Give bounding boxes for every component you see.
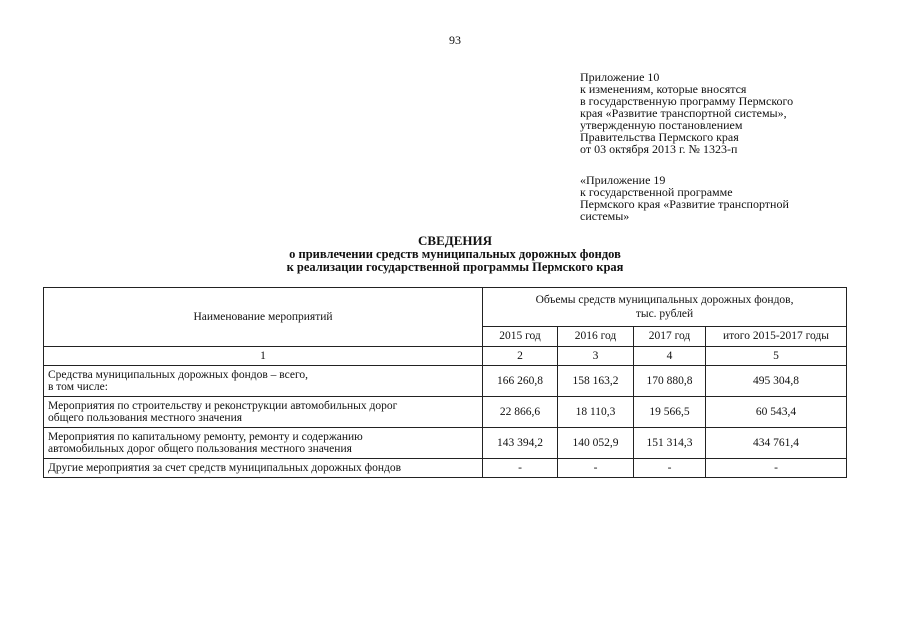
value-total: 60 543,4 — [706, 397, 847, 428]
column-number: 2 — [483, 347, 558, 366]
row-name-line: Мероприятия по строительству и реконструкции автомобильных дорог — [48, 400, 398, 412]
column-number: 3 — [558, 347, 634, 366]
col-name-header: Наименование мероприятий — [44, 288, 483, 347]
appendix-quote-block — [580, 174, 880, 222]
value-2015: 143 394,2 — [483, 428, 558, 459]
year-header: 2017 год — [634, 326, 706, 346]
value-total: - — [706, 459, 847, 478]
appendix-quote-line: «Приложение 19 — [580, 173, 666, 187]
heading-line-2: к реализации государственной программы Пермского края — [286, 260, 624, 274]
appendix-quote-line: Пермского края «Развитие транспортной — [580, 197, 789, 211]
row-name — [44, 459, 483, 478]
appendix-line: Правительства Пермского края — [580, 130, 739, 144]
table-row — [44, 459, 847, 478]
table-row — [44, 366, 847, 397]
value-2015: - — [483, 459, 558, 478]
appendix-quote-line: системы» — [580, 209, 630, 223]
column-number: 5 — [706, 347, 847, 366]
value-total: 434 761,4 — [706, 428, 847, 459]
value-2016: - — [558, 459, 634, 478]
row-name-line: Средства муниципальных дорожных фондов – всего, — [48, 369, 309, 381]
page-number: 93 — [449, 33, 461, 47]
value-2017: 19 566,5 — [634, 397, 706, 428]
col-group-header-line-1: Объемы средств муниципальных дорожных фондов, — [535, 293, 794, 306]
appendix-block — [580, 71, 880, 155]
value-2016: 140 052,9 — [558, 428, 634, 459]
value-2017: 151 314,3 — [634, 428, 706, 459]
row-name — [44, 366, 483, 397]
appendix-line: к изменениям, которые вносятся — [580, 82, 747, 96]
appendix-line: от 03 октября 2013 г. № 1323-п — [580, 142, 738, 156]
value-2017: - — [634, 459, 706, 478]
value-2017: 170 880,8 — [634, 366, 706, 397]
row-name-line: в том числе: — [48, 381, 108, 393]
column-number-row — [44, 347, 847, 366]
row-name-line: Другие мероприятия за счет средств муниципальных дорожных фондов — [48, 462, 402, 474]
row-name — [44, 428, 483, 459]
column-number: 1 — [44, 347, 483, 366]
document-heading — [150, 234, 760, 274]
value-2015: 166 260,8 — [483, 366, 558, 397]
year-header: 2016 год — [558, 326, 634, 346]
col-group-header-line-2: тыс. рублей — [635, 307, 694, 320]
appendix-line: в государственную программу Пермского — [580, 94, 794, 108]
appendix-quote-line: к государственной программе — [580, 185, 733, 199]
year-header: 2015 год — [483, 326, 558, 346]
funds-table — [43, 287, 847, 478]
table-row — [44, 397, 847, 428]
heading-line-1: о привлечении средств муниципальных дорожных фондов — [289, 247, 621, 261]
value-2016: 18 110,3 — [558, 397, 634, 428]
appendix-line: Приложение 10 — [580, 70, 660, 84]
appendix-line: края «Развитие транспортной системы», — [580, 106, 787, 120]
year-header: итого 2015-2017 годы — [706, 326, 847, 346]
value-total: 495 304,8 — [706, 366, 847, 397]
row-name-line: общего пользования местного значения — [48, 412, 243, 424]
row-name — [44, 397, 483, 428]
column-number: 4 — [634, 347, 706, 366]
table-row — [44, 428, 847, 459]
value-2015: 22 866,6 — [483, 397, 558, 428]
row-name-line: автомобильных дорог общего пользования местного значения — [48, 443, 352, 455]
value-2016: 158 163,2 — [558, 366, 634, 397]
heading-title: СВЕДЕНИЯ — [418, 233, 492, 248]
row-name-line: Мероприятия по капитальному ремонту, ремонту и содержанию — [48, 431, 363, 443]
header-row — [44, 288, 847, 327]
col-group-header — [483, 288, 847, 327]
appendix-line: утвержденную постановлением — [580, 118, 743, 132]
